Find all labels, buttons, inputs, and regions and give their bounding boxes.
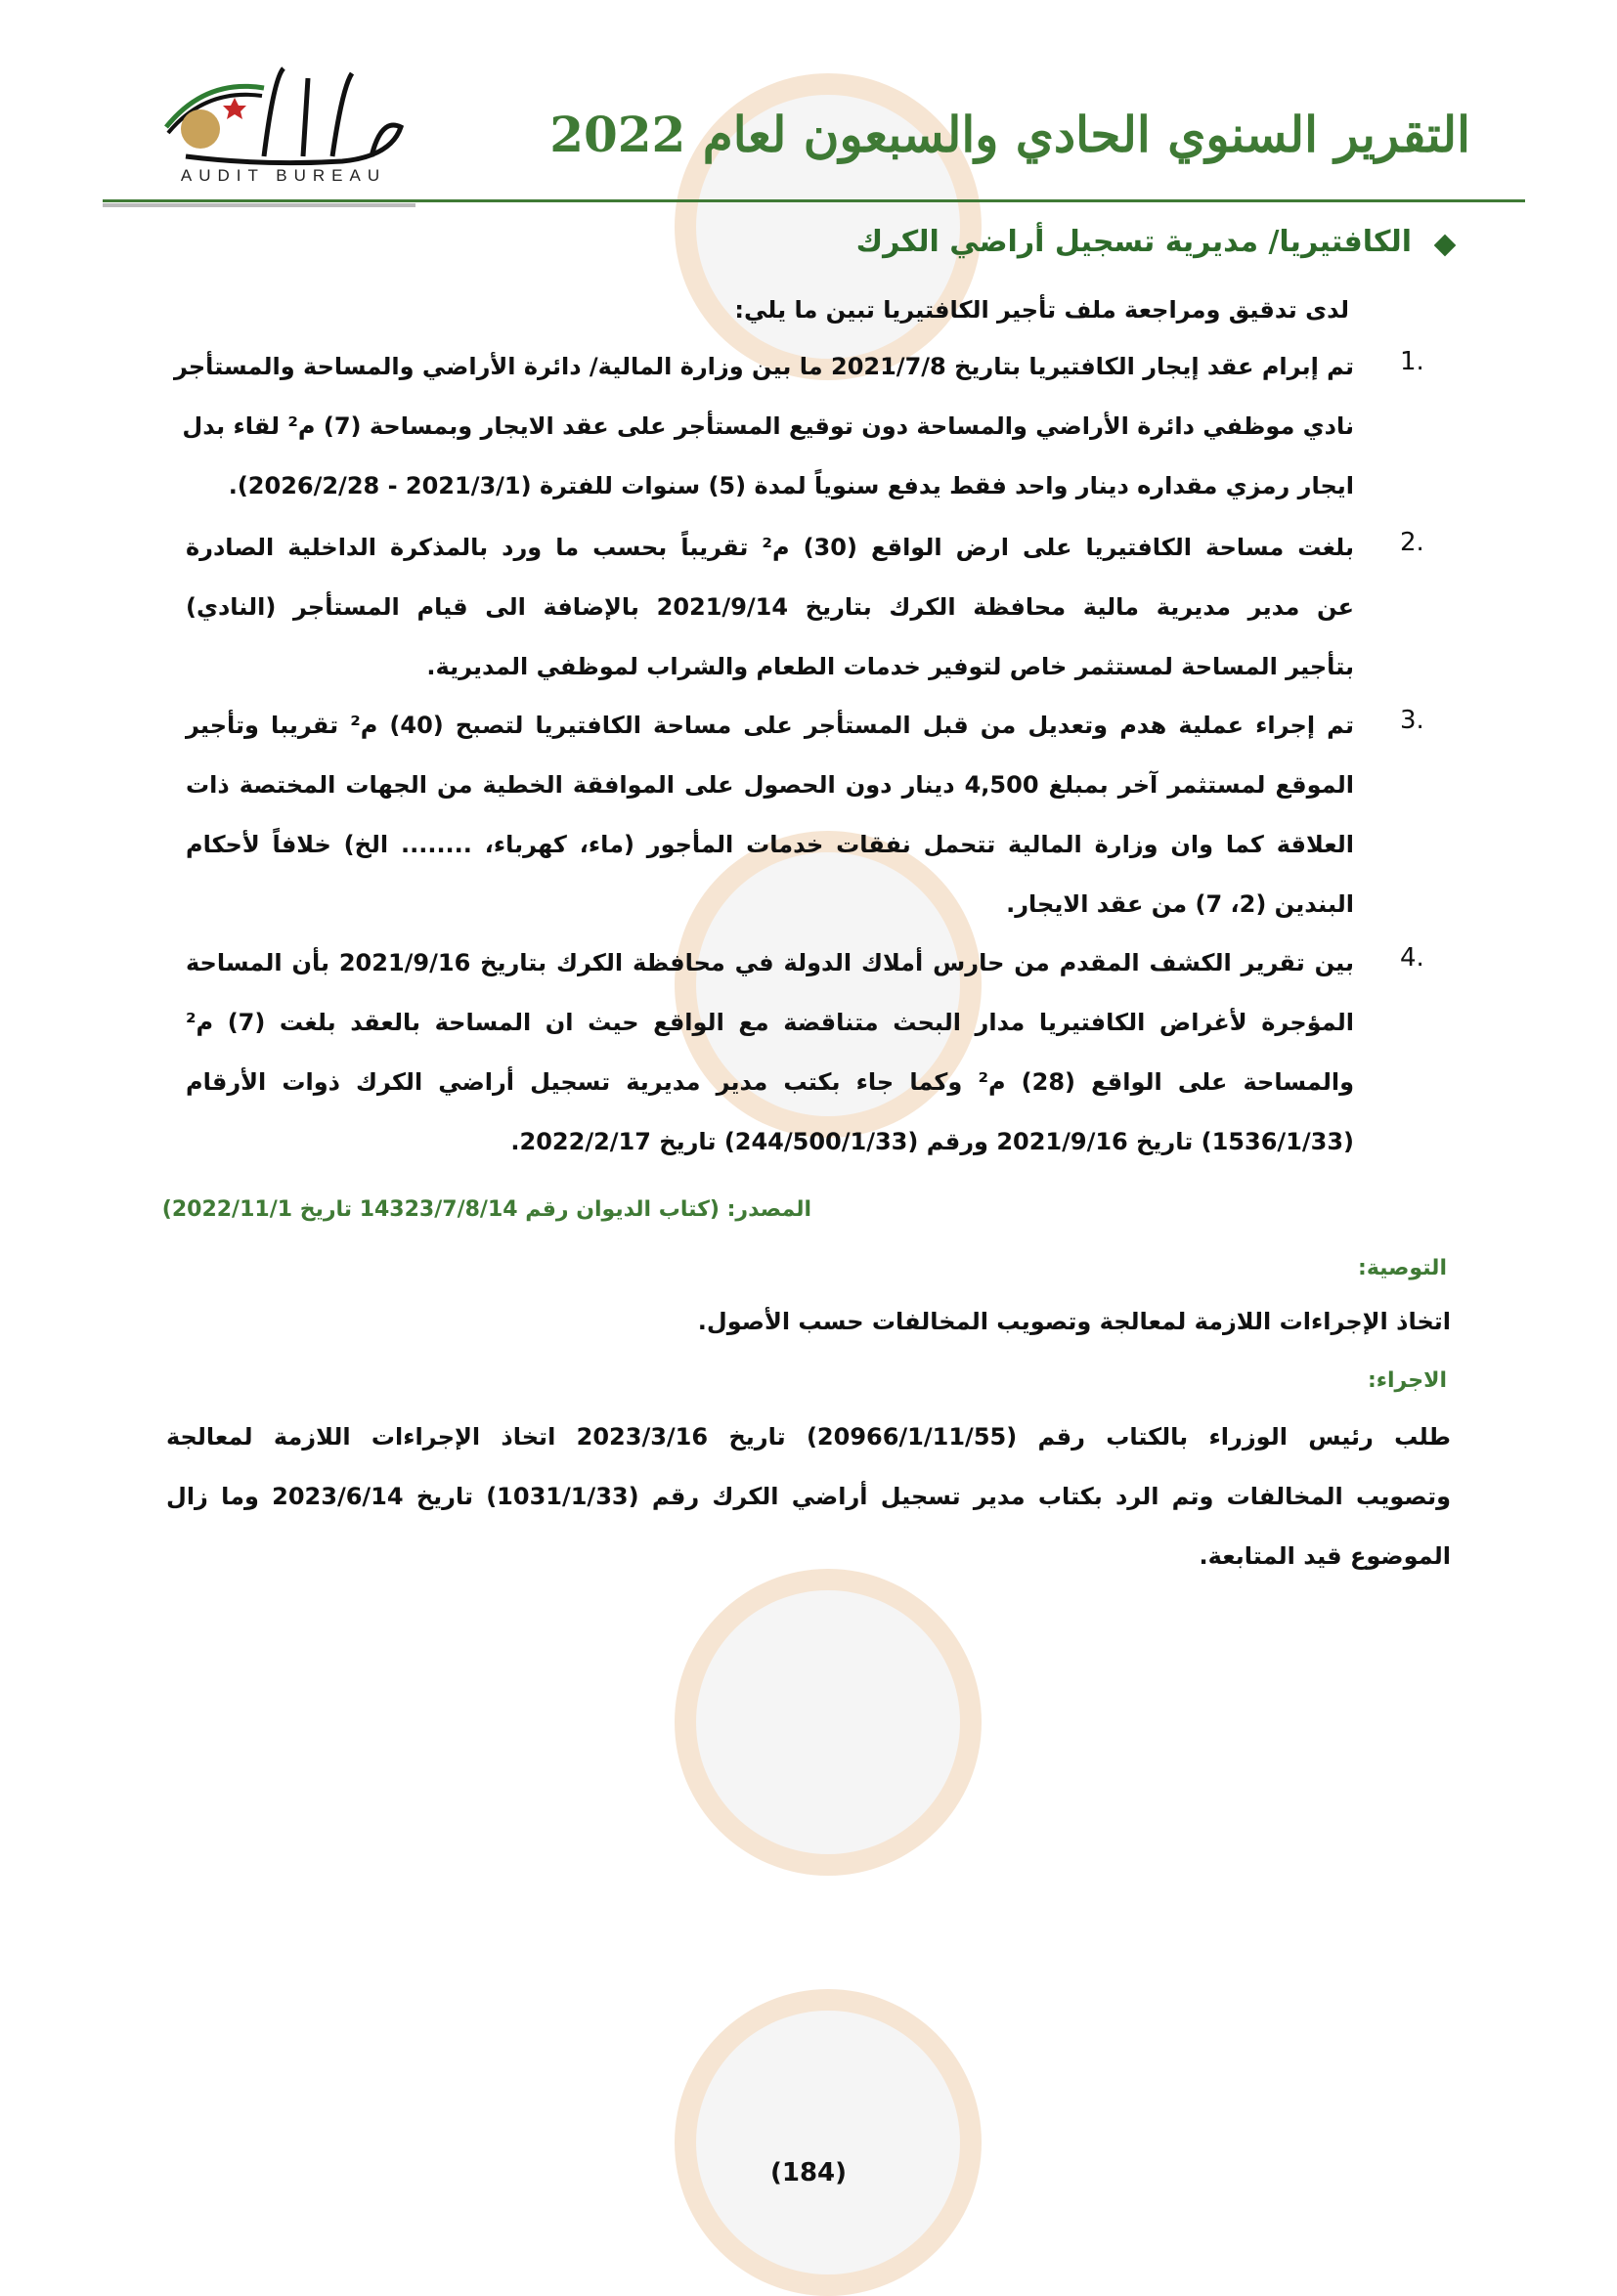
watermark-clock — [675, 1569, 982, 1876]
finding-item-1 — [173, 337, 1354, 516]
recommendation-line: اتخاذ الإجراءات اللازمة لمعالجة وتصويب المخالفات حسب الأصول. — [697, 1308, 1451, 1335]
item-number: 1. — [1400, 347, 1424, 376]
header-divider — [103, 199, 1525, 202]
finding-item-4 — [186, 933, 1354, 1172]
source-reference: المصدر: (كتاب الديوان رقم 14323/7/8/14 تاريخ 2022/11/1) — [161, 1197, 811, 1222]
section-intro: لدى تدقيق ومراجعة ملف تأجير الكافتيريا تبين ما يلي: — [734, 296, 1349, 324]
item-line: تم إجراء عملية هدم وتعديل من قبل المستأجر على مساحة الكافتيريا لتصبح (40) م² تقريبا وتأجير — [186, 712, 1354, 739]
section-heading: الكافتيريا/ مديرية تسجيل أراضي الكرك — [855, 225, 1412, 259]
finding-item-2 — [186, 518, 1354, 697]
item-line: الموقع لمستثمر آخر بمبلغ 4,500 دينار دون الحصول على الموافقة الخطية من الجهات المختصة ذات — [186, 771, 1354, 799]
item-number: 4. — [1400, 943, 1424, 973]
item-line: البندين (2، 7) من عقد الايجار. — [1006, 890, 1354, 918]
item-line: نادي موظفي دائرة الأراضي والمساحة دون توقيع المستأجر على عقد الايجار وبمساحة (7) م² لقاء بدل — [182, 412, 1354, 440]
item-line: بلغت مساحة الكافتيريا على ارض الواقع (30) م² تقريباً بحسب ما ورد بالمذكرة الداخلية الصادرة — [186, 534, 1354, 561]
item-number: 3. — [1400, 706, 1424, 735]
action-text — [166, 1408, 1451, 1586]
page-number: (184) — [769, 2158, 848, 2188]
item-line: تم إبرام عقد إيجار الكافتيريا بتاريخ 2021/7/8 ما بين وزارة المالية/ دائرة الأراضي والمساحة والمستأجر — [173, 353, 1354, 380]
report-title: التقرير السنوي الحادي والسبعون لعام 2022 — [549, 106, 1470, 163]
recommendation-heading: التوصية: — [1358, 1256, 1447, 1280]
item-line: عن مدير مديرية مالية محافظة الكرك بتاريخ 2021/9/14 بالإضافة الى قيام المستأجر (النادي) — [186, 593, 1355, 621]
bullet-diamond-icon — [1434, 235, 1457, 257]
item-line: بتأجير المساحة لمستثمر خاص لتوفير خدمات الطعام والشراب لموظفي المديرية. — [426, 653, 1354, 680]
watermark-clock — [675, 1989, 982, 2296]
finding-item-3 — [186, 696, 1354, 934]
item-line: بين تقرير الكشف المقدم من حارس أملاك الدولة في محافظة الكرك بتاريخ 2021/9/16 بأن المساحة — [186, 949, 1354, 976]
recommendation-text — [166, 1292, 1451, 1352]
action-line: طلب رئيس الوزراء بالكتاب رقم (20966/1/11/55) تاريخ 2023/3/16 اتخاذ الإجراءات اللازمة لمعالجة — [166, 1423, 1451, 1451]
item-line: المؤجرة لأغراض الكافتيريا مدار البحث متناقضة مع الواقع حيث ان المساحة بالعقد بلغت (7) م² — [186, 1009, 1354, 1036]
action-line: الموضوع قيد المتابعة. — [1199, 1542, 1451, 1570]
item-line: والمساحة على الواقع (28) م² وكما جاء بكتب مدير مديرية تسجيل أراضي الكرك ذوات الأرقام — [186, 1068, 1354, 1096]
header-divider-accent — [103, 203, 415, 207]
action-line: وتصويب المخالفات وتم الرد بكتاب مدير تسجيل أراضي الكرك رقم (1031/1/33) تاريخ 2023/6/14 وما زال — [166, 1483, 1452, 1510]
logo-subtitle: AUDIT BUREAU — [180, 166, 387, 185]
item-number: 2. — [1400, 528, 1424, 557]
item-line: (1536/1/33) تاريخ 2021/9/16 ورقم (244/500/1/33) تاريخ 2022/2/17. — [510, 1128, 1354, 1155]
item-line: ايجار رمزي مقداره دينار واحد فقط يدفع سنوياً لمدة (5) سنوات للفترة (2021/3/1 - 2026/2/28). — [228, 472, 1354, 499]
item-line: العلاقة كما وان وزارة المالية تتحمل نفقات خدمات المأجور (ماء، كهرباء، ........ الخ) خلافاً لأحكام — [186, 831, 1354, 858]
action-heading: الاجراء: — [1367, 1368, 1447, 1393]
